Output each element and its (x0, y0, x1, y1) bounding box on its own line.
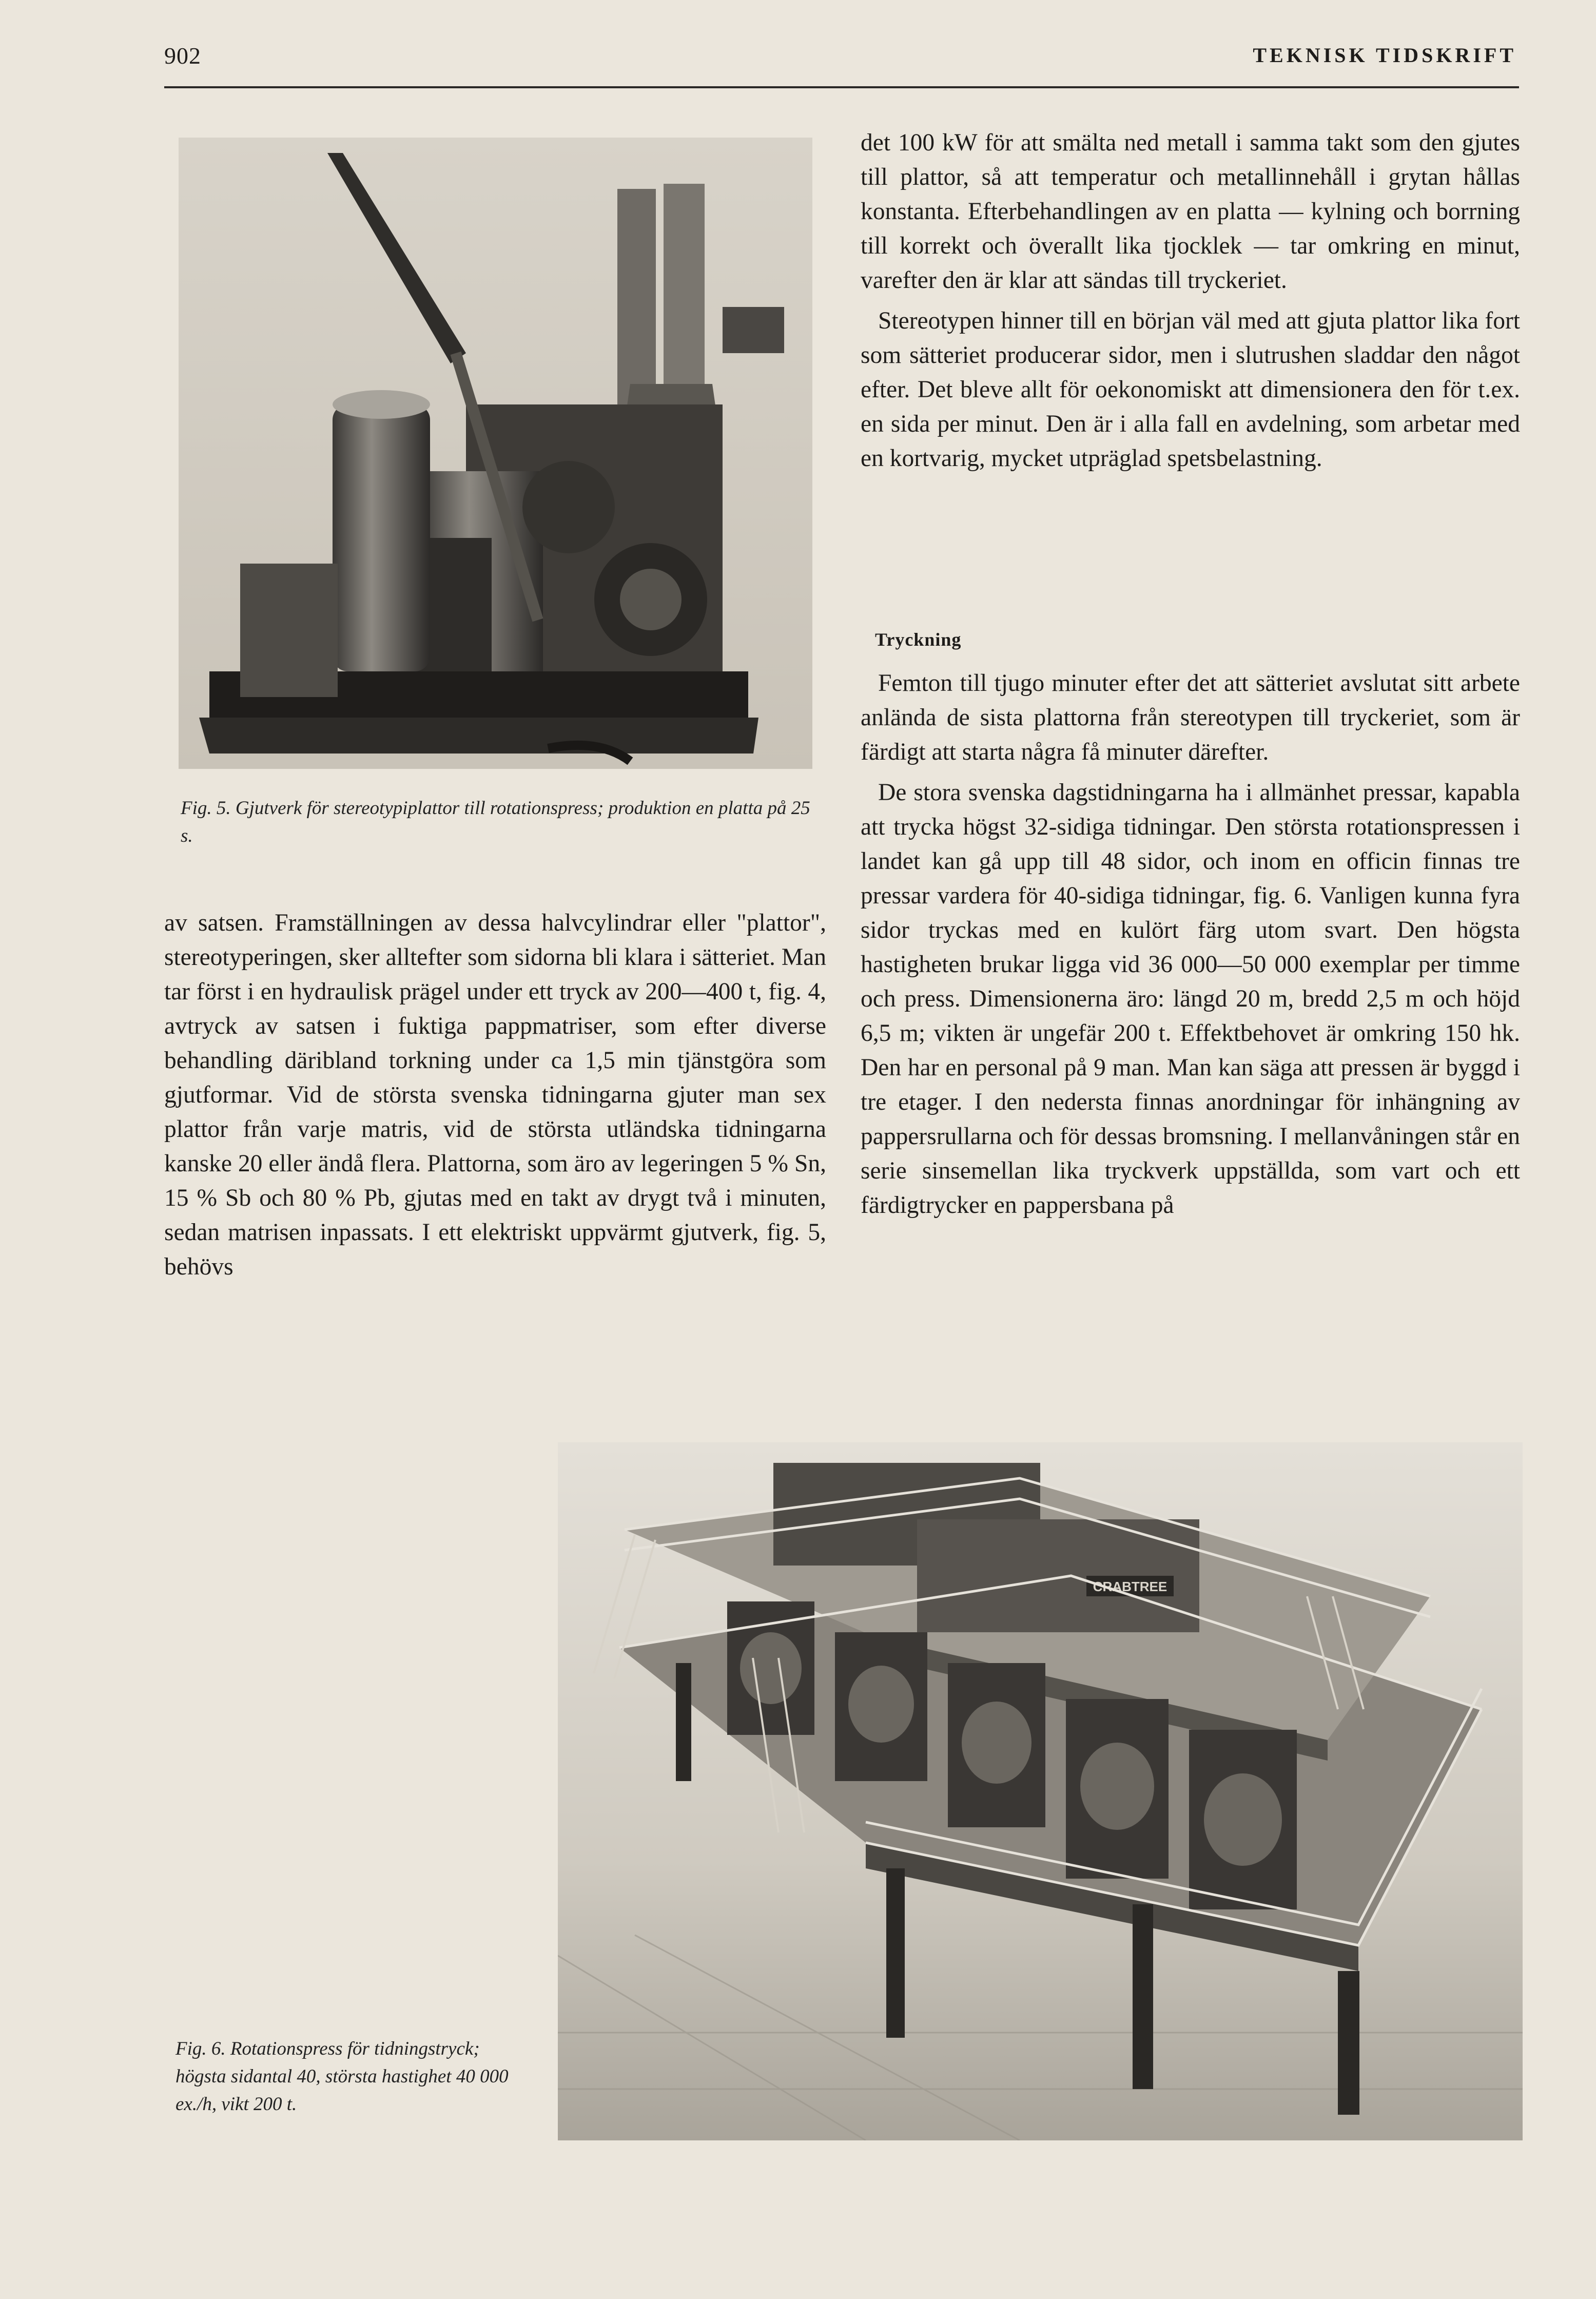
figure6-photo (558, 1442, 1523, 2140)
left-column (164, 906, 826, 1284)
figure5-caption: Fig. 5. Gjutverk för stereotypiplattor till rotationspress; produktion en platta på 25 s. (181, 798, 810, 846)
right-paragraph-3: Femton till tjugo minuter efter det att sätteriet avslutat sitt arbete anlända de sista plattorna från stereotypen till tryckeriet, som är färdigt att starta några få minuter därefter. (861, 670, 1520, 765)
header-rule (164, 86, 1519, 88)
right-paragraph-1: det 100 kW för att smälta ned metall i samma takt som den gjutes till plattor, så att temperatur och metallinnehåll i grytan hållas konstanta. Efterbehandlingen av en platta — kylning och borrning till korrekt och överallt lika tjocklek — tar omkring en minut, varefter den är klar att sändas till tryckeriet. (861, 129, 1520, 294)
nameplate-text: CRABTREE (1093, 1579, 1167, 1594)
section-heading-tryckning: Tryckning (875, 629, 962, 650)
figure6-caption: Fig. 6. Rotationspress för tidningstryck; högsta sidantal 40, största hastighet 40 000 ex./h, vikt 200 t. (176, 2038, 509, 2115)
rotation-press-illustration (558, 1442, 1523, 2140)
left-paragraph-1: av satsen. Framställningen av dessa halvcylindrar eller "plattor", stereotyperingen, sker alltefter som sidorna bli klara i sätteriet. Man tar först i en hydraulisk prägel under ett tryck av 200—400 t, fig. 4, avtryck av satsen i fuktiga pappmatriser, som efter diverse behandling däribland torkning under ca 1,5 min tjänstgöra som gjutformar. Vid de största svenska tidningarna gjuter man sex plattor från varje matris, vid de största utländska tidningarna kanske 20 eller ändå flera. Plattorna, som äro av legeringen 5 % Sn, 15 % Sb och 80 % Pb, gjutas med en takt av drygt två i minuten, sedan matrisen inpassats. I ett elektriskt uppvärmt gjutverk, fig. 5, behövs (164, 910, 826, 1280)
figure5-photo (179, 138, 812, 769)
casting-machine-illustration (179, 138, 812, 769)
right-paragraph-4: De stora svenska dagstidningarna ha i allmänhet pressar, kapabla att trycka högst 32-sidiga tidningar. Den största rotationspressen i landet kan gå upp till 48 sidor, och inom en officin finnas tre pressar vardera för 40-sidiga tidningar, fig. 6. Vanligen kunna fyra sidor tryckas med en kulört färg utom svart. Den högsta hastigheten brukar ligga vid 36 000—50 000 exemplar per timme och press. Dimensionerna äro: längd 20 m, bredd 2,5 m och höjd 6,5 m; vikten är ungefär 200 t. Effektbehovet är omkring 150 hk. Den har en personal på 9 man. Man kan säga att pressen är byggd i tre etager. I den nedersta finnas anordningar för inhängning av pappersrullarna och för dessas bromsning. I mellanvåningen står en serie sinsemellan lika tryckverk uppställda, som vart och ett färdigtrycker en pappersbana på (861, 779, 1520, 1219)
right-paragraph-2: Stereotypen hinner till en början väl med att gjuta plattor lika fort som sätteriet producerar sidor, men i slutrushen sladdar den något efter. Det bleve allt för oekonomiskt att dimensionera den för t.ex. en sida per minut. Den är i alla fall en avdelning, som arbetar med en kortvarig, mycket utpräglad spetsbelastning. (861, 307, 1520, 472)
journal-title: TEKNISK TIDSKRIFT (1253, 44, 1516, 67)
right-column-top (861, 126, 1520, 476)
right-column-bottom (861, 666, 1520, 1223)
page-number: 902 (164, 43, 201, 69)
